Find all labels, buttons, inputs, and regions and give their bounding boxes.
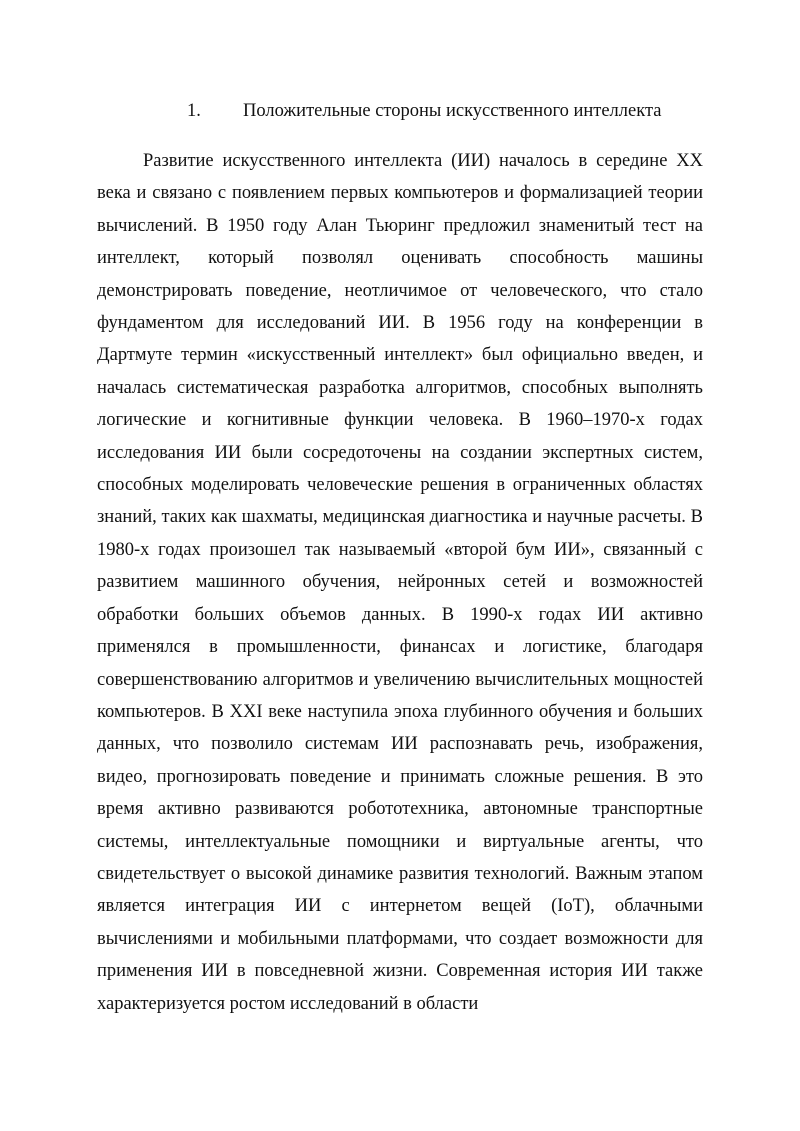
section-number: 1. — [187, 101, 201, 121]
body-paragraph: Развитие искусственного интеллекта (ИИ) началось в середине XX века и связано с появлением первых компьютеров и формализацией теории вычислений. В 1950 году Алан Тьюринг предложил знаменитый тест на интеллект, который позволял оценивать способность машины демонстрировать поведение, неотличимое от человеческого, что стало фундаментом для исследований ИИ. В 1956 году на конференции в Дартмуте термин «искусственный интеллект» был официально введен, и началась систематическая разработка алгоритмов, способных выполнять логические и когнитивные функции человека. В 1960–1970-х годах исследования ИИ были сосредоточены на создании экспертных систем, способных моделировать человеческие решения в ограниченных областях знаний, таких как шахматы, медицинская диагностика и научные расчеты. В 1980-х годах произошел так называемый «второй бум ИИ», связанный с развитием машинного обучения, нейронных сетей и возможностей обработки больших объемов данных. В 1990-х годах ИИ активно применялся в промышленности, финансах и логистике, благодаря совершенствованию алгоритмов и увеличению вычислительных мощностей компьютеров. В XXI веке наступила эпоха глубинного обучения и больших данных, что позволило системам ИИ распознавать речь, изображения, видео, прогнозировать поведение и принимать сложные решения. В это время активно развиваются робототехника, автономные транспортные системы, интеллектуальные помощники и виртуальные агенты, что свидетельствует о высокой динамике развития технологий. Важным этапом является интеграция ИИ с интернетом вещей (IoT), облачными вычислениями и мобильными платформами, что создает возможности для применения ИИ в повседневной жизни. Современная история ИИ также характеризуется ростом исследований в области — [97, 151, 703, 1014]
section-title: Положительные стороны искусственного интеллекта — [243, 101, 662, 121]
section-heading — [0, 96, 800, 126]
